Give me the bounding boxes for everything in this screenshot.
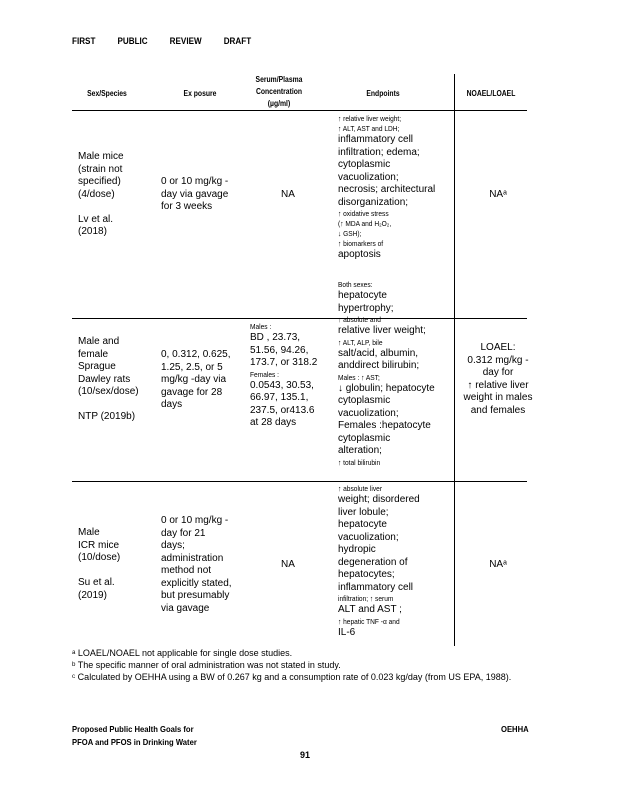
header-word: DRAFT — [223, 36, 252, 46]
row1-exposure — [161, 176, 246, 214]
cell-line: LOAEL: — [480, 342, 516, 353]
cell-line: 51.56, 94.26, — [250, 344, 309, 356]
cell-line: ↓ globulin; hepatocyte — [338, 382, 435, 394]
footer-left-line: PFOA and PFOS in Drinking Water — [72, 737, 197, 747]
cell-line — [78, 399, 156, 412]
row3-noael: NAᵃ — [489, 559, 507, 570]
footer-left — [72, 723, 197, 749]
cell-line: day for — [482, 367, 514, 378]
cell-line: anddirect bilirubin; — [338, 360, 420, 371]
row-divider — [72, 481, 527, 482]
footnote: ᵃ LOAEL/NOAEL not applicable for single dose studies. — [72, 648, 293, 658]
col-head-serum: Serum/Plasma Concentration (µg/ml) — [255, 75, 303, 108]
row2-noael — [456, 342, 540, 417]
row3-sex-species — [78, 527, 156, 602]
table-top-rule — [72, 110, 527, 111]
cell-line: female — [78, 348, 109, 360]
cell-line: infiltration; edema; — [338, 146, 420, 158]
cell-line: ↓ GSH); — [338, 229, 362, 238]
cell-line: gavage for 28 — [161, 386, 223, 398]
row2-sex-species — [78, 336, 156, 424]
cell-line: hypertrophy; — [338, 302, 394, 314]
cell-line: ↑ hepatic TNF -α and — [338, 616, 400, 626]
footer-right: OEHHA — [501, 724, 529, 734]
row3-endpoints — [338, 484, 453, 639]
col-head-exposure: Ex posure — [183, 89, 217, 98]
header-word: FIRST — [72, 36, 96, 46]
cell-line: (↑ MDA and H₂O₂, — [338, 219, 392, 228]
cell-line: apoptosis — [338, 249, 381, 260]
row-divider — [72, 318, 527, 319]
cell-line: degeneration of — [338, 556, 408, 568]
cell-line: 237.5, or413.6 — [250, 404, 315, 416]
cell-line: Females :hepatocyte — [338, 420, 431, 431]
cell-line: for 3 weeks — [161, 201, 213, 212]
cell-line: weight; disordered — [338, 494, 420, 505]
cell-line: Females : — [250, 369, 279, 379]
cell-line: (4/dose) — [78, 188, 115, 200]
cell-line: Males : ↑ AST; — [338, 372, 380, 382]
cell-line: necrosis; architectural — [338, 184, 436, 195]
cell-line: mg/kg -day via — [161, 374, 227, 385]
col-head-sex-species: Sex/Species — [87, 89, 127, 98]
cell-line: administration — [161, 552, 224, 564]
row1-noael: NAᵃ — [489, 189, 507, 200]
cell-line: Sprague — [78, 361, 116, 372]
row1-sex-species — [78, 151, 156, 239]
cell-line: alteration; — [338, 445, 382, 456]
cell-line: Su et al. — [78, 577, 115, 588]
cell-line: vacuolization; — [338, 171, 399, 183]
header-word: PUBLIC — [117, 36, 148, 46]
cell-line: 0.0543, 30.53, — [250, 379, 314, 391]
cell-line: method not — [161, 565, 212, 576]
cell-line: hepatocytes; — [338, 569, 395, 580]
cell-line: ↑ relative liver weight; — [338, 114, 402, 123]
column-divider — [454, 74, 455, 646]
cell-line: IL-6 — [338, 626, 356, 638]
cell-line: 0, 0.312, 0.625, — [161, 349, 231, 360]
cell-line: (2019) — [78, 589, 107, 601]
col-head-noael: NOAEL/LOAEL — [466, 89, 516, 98]
row3-exposure — [161, 515, 246, 615]
cell-line: and females — [470, 404, 526, 416]
cell-line — [78, 565, 156, 578]
footer-left-line: Proposed Public Health Goals for — [72, 724, 194, 734]
cell-line: Both sexes: — [338, 280, 373, 289]
cell-line: ↑ ALT, AST and LDH; — [338, 124, 400, 133]
cell-line: Male and — [78, 336, 120, 347]
cell-line: vacuolization; — [338, 531, 399, 543]
cell-line: hepatocyte — [338, 519, 387, 530]
cell-line: days — [161, 399, 183, 410]
cell-line: cytoplasmic — [338, 159, 391, 170]
row1-serum: NA — [281, 189, 295, 200]
page-number: 91 — [300, 750, 311, 760]
cell-line: relative liver weight; — [338, 325, 426, 336]
row1-endpoints — [338, 114, 453, 262]
row2-serum — [250, 322, 335, 430]
cell-line: salt/acid, albumin, — [338, 347, 419, 359]
cell-line: 66.97, 135.1, — [250, 392, 309, 403]
cell-line: ↑ absolute liver — [338, 484, 383, 493]
footnote: ᵇ The specific manner of oral administration was not stated in study. — [72, 660, 341, 670]
cell-line: cytoplasmic — [338, 432, 391, 444]
cell-line: via gavage — [161, 602, 210, 614]
cell-line: ALT and AST ; — [338, 604, 402, 615]
header-word: REVIEW — [169, 36, 202, 46]
cell-line: Dawley rats — [78, 373, 131, 385]
cell-line: ↑ absolute and — [338, 315, 381, 324]
cell-line: ↑ ALT, ALP, bile — [338, 337, 383, 347]
cell-line: Male mice — [78, 151, 124, 162]
cell-line: Lv et al. — [78, 213, 114, 225]
cell-line: specified) — [78, 176, 121, 187]
cell-line: disorganization; — [338, 196, 409, 208]
footnote: ᶜ Calculated by OEHHA using a BW of 0.267 kg and a consumption rate of 0.023 kg/day (from US EPA, 1988). — [72, 672, 512, 682]
cell-line: hydropic — [338, 544, 376, 555]
cell-line: weight in males — [463, 392, 533, 403]
cell-line: Male — [78, 527, 100, 538]
cell-line: NTP (2019b) — [78, 411, 136, 422]
cell-line: ICR mice — [78, 539, 120, 551]
cell-line: (10/sex/dose) — [78, 386, 139, 397]
cell-line: vacuolization; — [338, 407, 399, 419]
cell-line: inflammatory cell — [338, 134, 414, 145]
row2-exposure — [161, 349, 246, 412]
col-head-endpoints: Endpoints — [366, 89, 400, 98]
cell-line: days; — [161, 540, 185, 551]
row2-endpoints — [338, 280, 453, 468]
cell-line: ↑ total bilirubin — [338, 457, 381, 467]
cell-line: 0.312 mg/kg - — [467, 354, 529, 366]
cell-line: infiltration; ↑ serum — [338, 594, 394, 603]
row3-serum: NA — [281, 559, 295, 570]
cell-line: liver lobule; — [338, 506, 389, 518]
cell-line: BD , 23.73, — [250, 332, 301, 343]
cell-line: explicitly stated, — [161, 577, 232, 589]
cell-line: cytoplasmic — [338, 395, 391, 406]
cell-line: ↑ biomarkers of — [338, 239, 384, 248]
cell-line: ↑ oxidative stress — [338, 209, 389, 218]
cell-line: (10/dose) — [78, 552, 121, 563]
cell-line: (2018) — [78, 226, 107, 237]
cell-line: ↑ relative liver — [467, 379, 529, 391]
cell-line: at 28 days — [250, 417, 297, 428]
cell-line — [78, 201, 156, 214]
cell-line: (strain not — [78, 163, 123, 175]
cell-line: day via gavage — [161, 188, 229, 200]
cell-line: 1.25, 2.5, or 5 — [161, 361, 223, 373]
cell-line: Males : — [250, 322, 272, 331]
cell-line: 173.7, or 318.2 — [250, 357, 318, 368]
cell-line: hepatocyte — [338, 290, 387, 301]
cell-line: day for 21 — [161, 527, 206, 539]
cell-line: inflammatory cell — [338, 581, 414, 593]
cell-line: 0 or 10 mg/kg - — [161, 176, 229, 187]
cell-line: 0 or 10 mg/kg - — [161, 515, 229, 526]
draft-header — [72, 36, 271, 46]
cell-line: but presumably — [161, 590, 230, 601]
